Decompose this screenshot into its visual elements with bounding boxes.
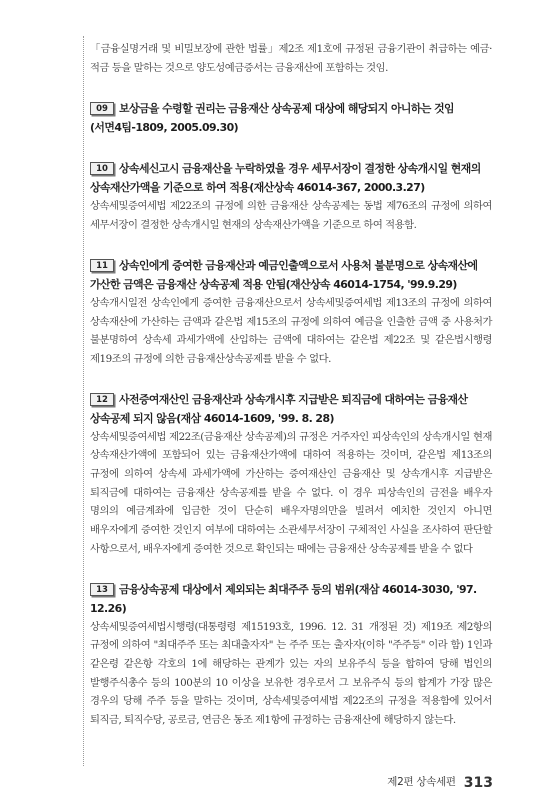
ruling-number-badge: 09: [90, 102, 114, 115]
ruling-10: [90, 159, 492, 234]
ruling-13: [90, 580, 492, 730]
ruling-heading: [90, 99, 492, 137]
ruling-12: [90, 390, 492, 559]
footer-section-label: 제2편 상속세편: [387, 776, 456, 788]
page-footer: [280, 772, 493, 791]
ruling-heading: [90, 390, 492, 428]
ruling-heading: [90, 256, 492, 294]
margin-dotted-rule: [83, 36, 84, 766]
page-content: [90, 40, 492, 730]
ruling-heading-text: 상속세신고시 금융재산을 누락하였을 경우 세무서장이 결정한 상속개시일 현재의 상속재산가액을 기준으로 하여 적용(재산상속 46014-367, 2000.3.27): [90, 162, 481, 195]
ruling-heading: [90, 580, 492, 618]
ruling-heading-text: 사전증여재산인 금융재산과 상속개시후 지급받은 퇴직금에 대하여는 금융재산 상속공제 되지 않음(재삼 46014-1609, '99. 8. 28): [90, 392, 468, 425]
ruling-body: 상속세및증여세법시행령(대통령령 제15193호, 1996. 12. 31 개정된 것) 제19조 제2항의 규정에 의하여 "최대주주 또는 최대출자자" 는 주주 또는 출자자(이하 "주주등" 이라 함) 1인과 같은령 같은항 각호의 1에 해당하는 관계가 있는 자의 보유주식 등을 합하여 당해 법인의 발행주식총수 등의 100분의 10 이상을 보유한 경우로서 그 보유주식 등의 합계가 가장 많은 경우의 당해 주주 등을 말하는 것이며, 상속세및증여세법 제22조의 규정을 적용함에 있어서 퇴직금, 퇴직수당, 공로금, 연금은 동조 제1항에 규정하는 금융재산에 해당하지 않는다.: [90, 620, 492, 727]
ruling-number-badge: 12: [90, 393, 114, 406]
ruling-body: 상속개시일전 상속인에게 증여한 금융재산으로서 상속세및증여세법 제13조의 규정에 의하여 상속재산에 가산하는 금액과 같은법 제15조의 규정에 의하여 예금을 인출한 금액 중 사용처가 불분명하여 상속세 과세가액에 산입하는 금액에 대하여는 같은법 제22조 및 같은법시행령 제19조의 규정에 의한 금융재산상속공제를 받을 수 없다.: [90, 296, 492, 365]
ruling-11: [90, 256, 492, 369]
ruling-number-badge: 10: [90, 162, 114, 175]
page-number: 313: [463, 775, 493, 791]
ruling-heading: [90, 159, 492, 197]
ruling-heading-text: 보상금을 수령할 권리는 금융재산 상속공제 대상에 해당되지 아니하는 것임(서면4팀-1809, 2005.09.30): [90, 102, 455, 135]
ruling-heading-text: 상속인에게 증여한 금융재산과 예금인출액으로서 사용처 불분명으로 상속재산에 가산한 금액은 금융재산 상속공제 적용 안됨(재산상속 46014-1754, '99.9.29): [90, 258, 478, 291]
ruling-body: 상속세및증여세법 제22조의 규정에 의한 금융재산 상속공제는 동법 제76조의 규정에 의하여 세무서장이 결정한 상속개시일 현재의 상속재산가액을 기준으로 하여 적용함.: [90, 200, 492, 232]
ruling-body: 상속세및증여세법 제22조(금융재산 상속공제)의 규정은 거주자인 피상속인의 상속개시일 현재 상속재산가액에 포함되어 있는 금융재산가액에 대하여 적용하는 것이며, 같은법 제13조의 규정에 의하여 상속세 과세가액에 가산하는 증여재산인 금융재산 및 상속개시후 지급받은 퇴직금에 대하여는 금융재산 상속공제를 받을 수 없다. 이 경우 피상속인의 금전을 배우자 명의의 예금계좌에 입금한 것이 단순히 배우자명의만을 빌려서 예치한 것인지 아니면 배우자에게 증여한 것인지 여부에 대하여는 소관세무서장이 구체적인 사실을 조사하여 판단할 사항으로서, 배우자에게 증여한 것으로 확인되는 때에는 금융재산 상속공제를 받을 수 없다: [90, 430, 492, 555]
intro-paragraph: 「금융실명거래 및 비밀보장에 관한 법률」제2조 제1호에 규정된 금융기관이 취급하는 예금·적금 등을 말하는 것으로 양도성예금증서는 금융재산에 포함하는 것임.: [90, 43, 492, 74]
ruling-09: [90, 99, 492, 137]
ruling-number-badge: 11: [90, 259, 114, 272]
ruling-number-badge: 13: [90, 583, 114, 596]
ruling-heading-text: 금융상속공제 대상에서 제외되는 최대주주 등의 범위(재삼 46014-3030, '97. 12.26): [90, 582, 477, 615]
